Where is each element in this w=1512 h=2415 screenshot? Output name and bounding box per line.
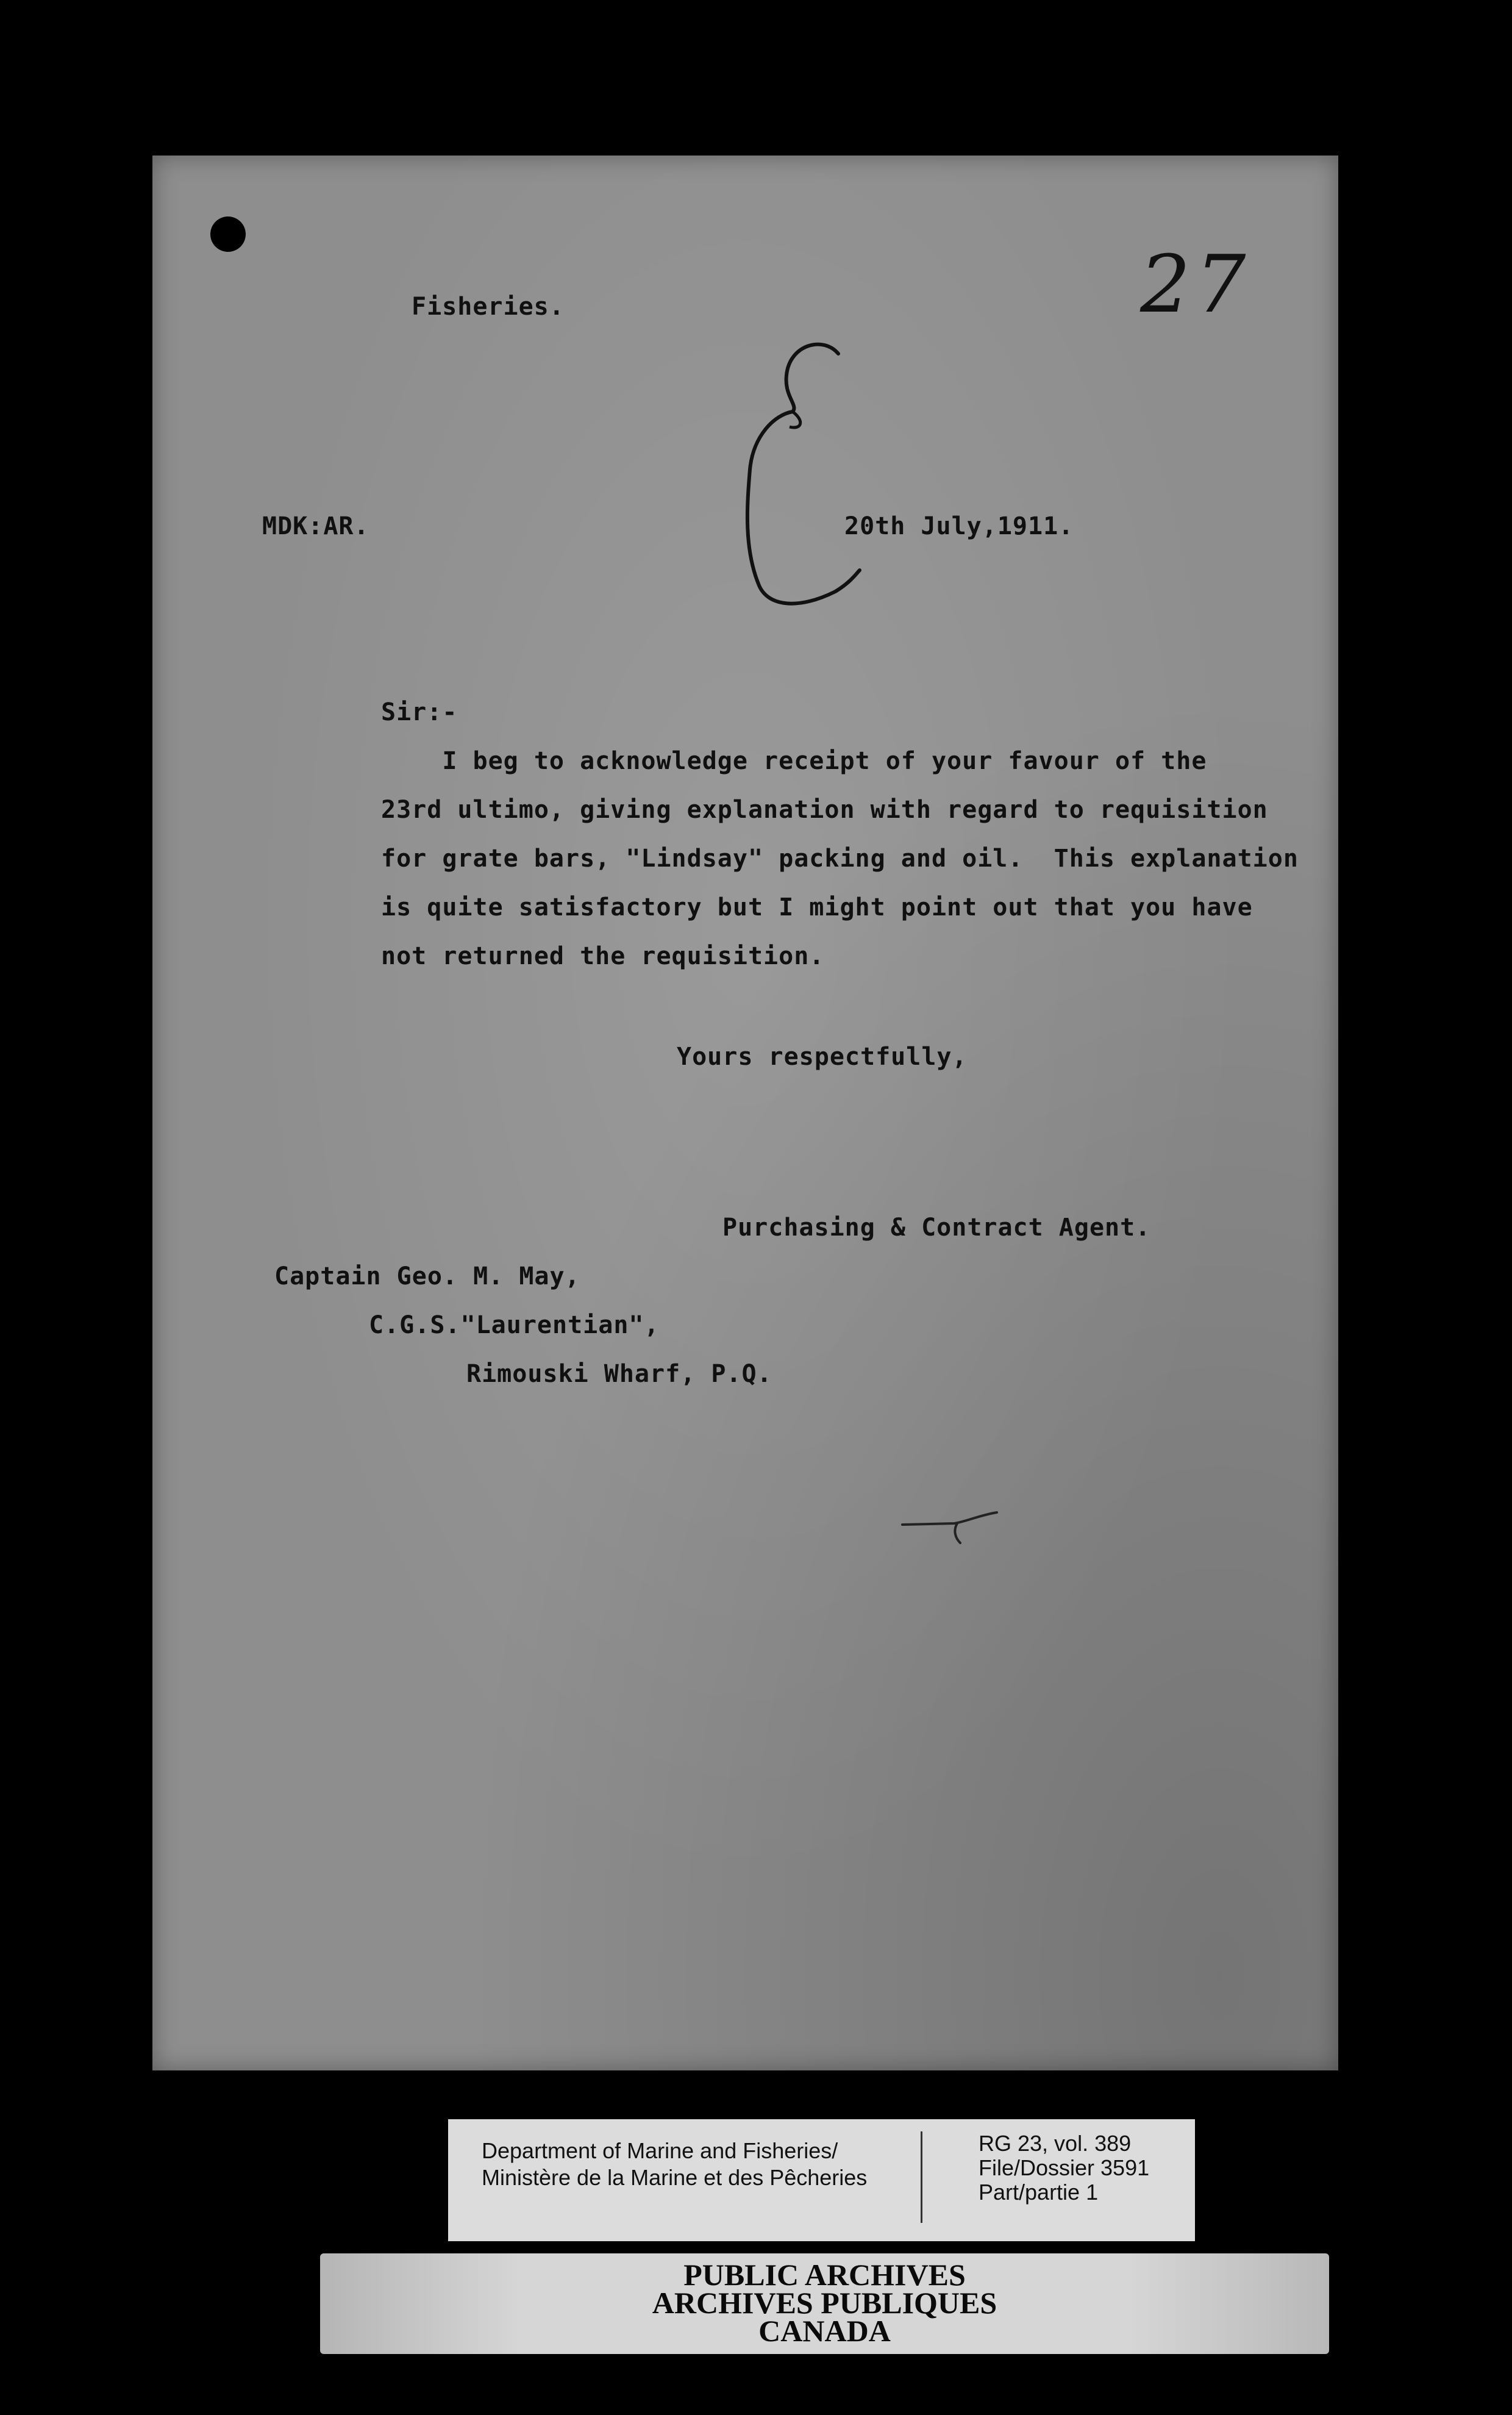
- department-fr: Ministère de la Marine et des Pêcheries: [482, 2165, 868, 2190]
- letter-date: 20th July,1911.: [844, 512, 1074, 540]
- archive-reference-label: [448, 2119, 1195, 2241]
- body-line: I beg to acknowledge receipt of your favour of the: [381, 747, 1207, 775]
- stamp-line-2: ARCHIVES PUBLIQUES: [652, 2286, 997, 2320]
- department-en: Department of Marine and Fisheries/: [482, 2138, 838, 2163]
- recipient-line: Rimouski Wharf, P.Q.: [466, 1360, 772, 1388]
- salutation: Sir:-: [381, 698, 458, 726]
- heading-fisheries: Fisheries.: [412, 293, 565, 321]
- body-line: not returned the requisition.: [381, 942, 825, 970]
- handwritten-e-mark: [732, 329, 878, 634]
- recipient-line: Captain Geo. M. May,: [274, 1262, 580, 1290]
- handwritten-tick-mark: [899, 1500, 1009, 1549]
- label-divider: [921, 2131, 922, 2223]
- body-line: for grate bars, "Lindsay" packing and oil. This explanation: [381, 845, 1299, 873]
- record-group: RG 23, vol. 389: [979, 2131, 1132, 2156]
- recipient-line: C.G.S."Laurentian",: [369, 1311, 660, 1339]
- folio-number: 27: [1140, 238, 1251, 331]
- department-block: [482, 2138, 867, 2191]
- body-line: 23rd ultimo, giving explanation with regard to requisition: [381, 796, 1268, 824]
- public-archives-stamp: [320, 2253, 1329, 2354]
- stamp-line-3: CANADA: [758, 2314, 891, 2348]
- punch-hole: [210, 216, 246, 252]
- file-number: File/Dossier 3591: [979, 2155, 1150, 2180]
- stamp-line-1: PUBLIC ARCHIVES: [683, 2258, 966, 2292]
- file-reference-block: [979, 2131, 1149, 2205]
- closing: Yours respectfully,: [677, 1043, 968, 1071]
- reference-code: MDK:AR.: [262, 512, 369, 540]
- signature-title: Purchasing & Contract Agent.: [722, 1214, 1151, 1242]
- body-line: is quite satisfactory but I might point out that you have: [381, 893, 1253, 921]
- part-number: Part/partie 1: [979, 2180, 1099, 2205]
